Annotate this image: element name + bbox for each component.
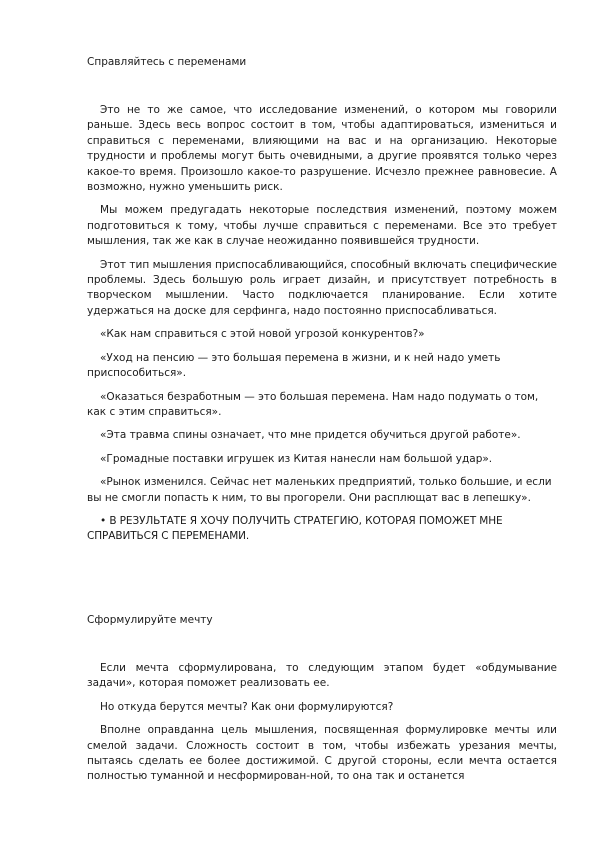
paragraph: Вполне оправданна цель мышления, посвященная формулировке мечты или смелой задачи. Сложность состоит в том, чтобы избежать урезания мечты, пытаясь сделать ее более достижимой. С другой стороны, если мечта остается полностью туманной и несформирован-ной, то она так и останется xyxy=(87,724,557,783)
paragraph: Этот тип мышления приспосабливающийся, способный включать специфические проблемы. Здесь большую роль играет дизайн, и присутствует потребность в творческом мышлении. Часто подключается планирование. Если хотите удержаться на доске для серфинга, надо постоянно приспосабливаться. xyxy=(87,258,557,317)
section-heading: Сформулируйте мечту xyxy=(87,614,213,626)
paragraph: Мы можем предугадать некоторые последствия изменений, поэтому можем подготовиться к тому, чтобы лучше справиться с переменами. Все это требует мышления, так же как в случае неожиданно появившейся трудности. xyxy=(87,204,557,248)
quote-paragraph: «Громадные поставки игрушек из Китая нанесли нам большой удар». xyxy=(100,452,493,465)
paragraph: Если мечта сформулирована, то следующим этапом будет «обдумывание задачи», которая поможет реализовать ее. xyxy=(87,662,557,690)
quote-paragraph: «Рынок изменился. Сейчас нет маленьких предприятий, только большие, и если вы не смогли попасть к ним, то вы прогорели. Они расплющат вас в лепешку». xyxy=(87,476,552,504)
quote-paragraph: «Эта травма спины означает, что мне придется обучиться другой работе». xyxy=(100,429,521,442)
paragraph: Но откуда берутся мечты? Как они формулируются? xyxy=(100,700,394,713)
quote-paragraph: «Как нам справиться с этой новой угрозой конкурентов?» xyxy=(100,328,425,341)
section-body xyxy=(87,103,557,553)
paragraph: Это не то же самое, что исследование изменений, о котором мы говорили раньше. Здесь весь вопрос состоит в том, чтобы адаптироваться, измениться и справиться с переменами, влияющими на вас и на организацию. Некоторые трудности и проблемы могут быть очевидными, а другие проявятся только через какое-то время. Произошло какое-то разрушение. Исчезло прежнее равновесие. А возможно, нужно уменьшить риск. xyxy=(87,104,557,194)
section-body xyxy=(87,661,557,793)
quote-paragraph: «Оказаться безработным — это большая перемена. Нам надо подумать о том, как с этим справиться». xyxy=(87,390,539,418)
section-heading: Справляйтесь с переменами xyxy=(87,56,247,68)
quote-paragraph: «Уход на пенсию — это большая перемена в жизни, и к ней надо уметь приспособиться». xyxy=(87,351,501,380)
bullet-paragraph: • В РЕЗУЛЬТАТЕ Я ХОЧУ ПОЛУЧИТЬ СТРАТЕГИЮ, КОТОРАЯ ПОМОЖЕТ МНЕ СПРАВИТЬСЯ С ПЕРЕМЕНАМИ. xyxy=(87,514,503,543)
